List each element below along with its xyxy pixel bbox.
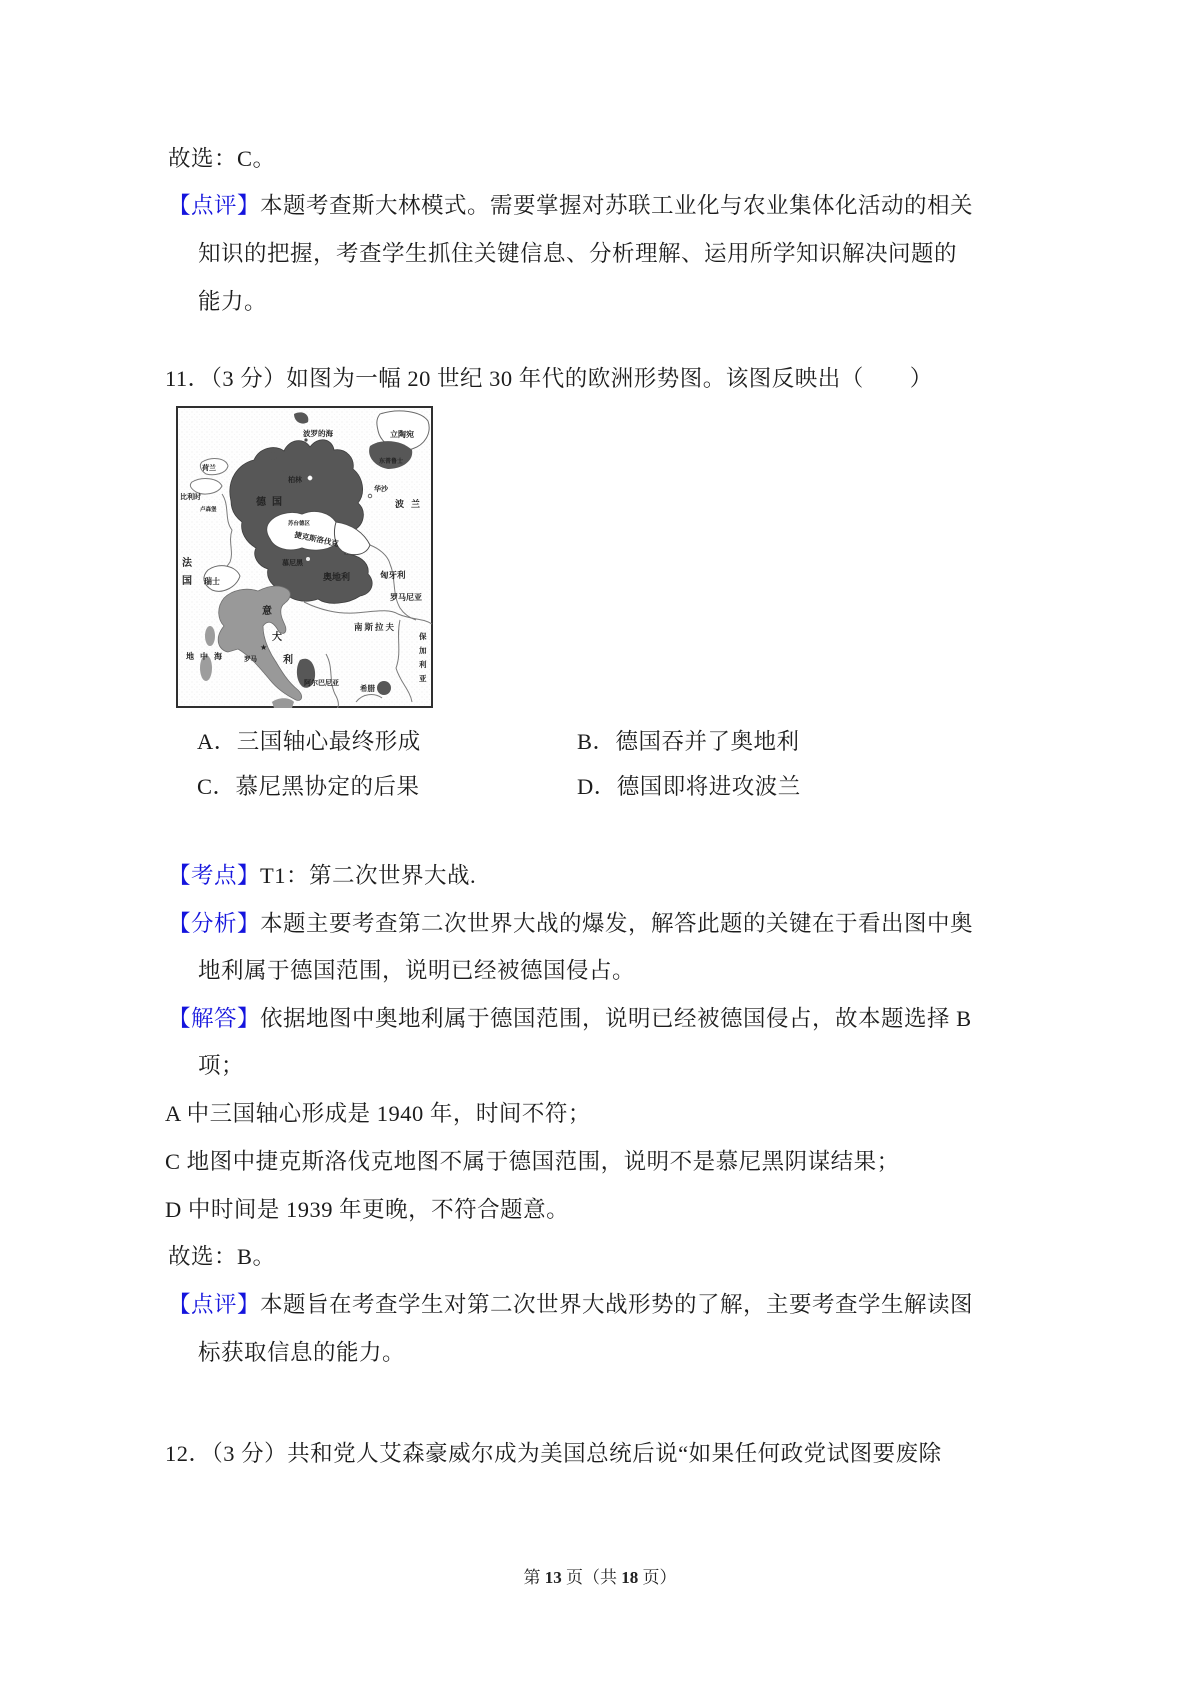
- kaodian-line: 【考点】T1：第二次世界大战.: [168, 863, 477, 888]
- map-label-warsaw: 华沙: [374, 486, 388, 493]
- comment-tag: 【点评】: [168, 193, 261, 218]
- map-label-austria: 奥地利: [323, 572, 351, 582]
- map-label-netherlands: 荷兰: [202, 465, 216, 472]
- prev-answer-line: 故选：C。: [168, 146, 276, 171]
- jieda-tag: 【解答】: [168, 1006, 261, 1031]
- map-label-greece: 希腊: [360, 684, 375, 693]
- map-label-luxembourg: 卢森堡: [200, 507, 217, 513]
- europe-1930s-map: [176, 406, 433, 708]
- map-label-italy-char3: 利: [283, 655, 293, 666]
- map-label-bulgaria-char2: 加: [419, 646, 427, 655]
- answer-line: 故选：B。: [168, 1244, 276, 1269]
- map-label-lithuania: 立陶宛: [390, 430, 414, 439]
- map-berlin-dot: [308, 476, 312, 480]
- dianping-line-1: 【点评】本题旨在考查学生对第二次世界大战形势的了解，主要考查学生解读图: [168, 1292, 974, 1317]
- map-label-berlin: 柏林: [288, 477, 302, 484]
- analysis-line-d: D 中时间是 1939 年更晚，不符合题意。: [165, 1197, 570, 1222]
- map-label-switzerland: 瑞士: [204, 577, 220, 586]
- map-label-italy-char2: 大: [272, 632, 282, 643]
- map-region-corsica: [205, 626, 215, 646]
- question-12-heading: 12．（3 分）共和党人艾森豪威尔成为美国总统后说“如果任何政党试图要废除: [165, 1441, 942, 1466]
- map-label-france-char2: 国: [182, 576, 192, 587]
- map-region-greece-blob: [377, 681, 391, 695]
- fenxi-line-1: 【分析】本题主要考查第二次世界大战的爆发，解答此题的关键在于看出图中奥: [168, 911, 974, 936]
- map-label-rome: 罗马: [244, 656, 257, 663]
- analysis-line-c: C 地图中捷克斯洛伐克地图不属于德国范围，说明不是慕尼黑阴谋结果；: [165, 1149, 900, 1174]
- fenxi-line-2: 地利属于德国范围，说明已经被德国侵占。: [198, 958, 636, 983]
- map-label-sudetenland: 苏台德区: [288, 521, 311, 527]
- jieda-line-1: 【解答】依据地图中奥地利属于德国范围，说明已经被德国侵占，故本题选择 B: [168, 1006, 972, 1031]
- map-label-albania: 阿尔巴尼亚: [304, 680, 339, 687]
- kaodian-tag: 【考点】: [168, 863, 261, 888]
- map-label-poland: 波兰: [395, 499, 428, 509]
- map-label-mediterranean: 地中海: [186, 652, 228, 661]
- map-warsaw-dot: [368, 494, 372, 498]
- map-island-2: [282, 466, 288, 472]
- prev-comment-line-2: 知识的把握，考查学生抓住关键信息、分析理解、运用所学知识解决问题的: [198, 241, 958, 266]
- footer-page-number: 13: [544, 1568, 562, 1587]
- jieda-line-2: 项；: [198, 1053, 245, 1078]
- prev-comment-line-3: 能力。: [198, 289, 268, 314]
- map-label-italy-char1: 意: [262, 606, 272, 617]
- option-b: B．德国吞并了奥地利: [577, 729, 800, 754]
- map-label-hungary: 匈牙利: [380, 570, 406, 580]
- map-label-czechoslovakia: 捷克斯洛伐克: [293, 530, 340, 549]
- map-label-east-prussia: 东普鲁士: [379, 459, 404, 465]
- map-label-germany: 德国: [256, 497, 288, 508]
- map-baltic-dot: [304, 438, 307, 441]
- dianping-tag: 【点评】: [168, 1292, 261, 1317]
- map-label-munich: 慕尼黑: [282, 560, 303, 567]
- map-label-france-char1: 法: [182, 558, 192, 569]
- question-11-heading: 11．（3 分）如图为一幅 20 世纪 30 年代的欧洲形势图。该图反映出（ ）: [165, 366, 933, 391]
- map-label-bulgaria-char4: 亚: [419, 674, 427, 683]
- fenxi-tag: 【分析】: [168, 911, 261, 936]
- map-rome-star-icon: ★: [260, 643, 268, 652]
- footer-total-pages: 18: [621, 1568, 639, 1587]
- map-island-1: [269, 452, 277, 460]
- page-footer: 第 13 页（共 18 页）: [523, 1568, 677, 1587]
- prev-comment-line-1: 【点评】本题考查斯大林模式。需要掌握对苏联工业化与农业集体化活动的相关: [168, 193, 974, 218]
- option-c: C．慕尼黑协定的后果: [197, 774, 420, 799]
- option-a: A．三国轴心最终形成: [197, 729, 421, 754]
- map-label-bulgaria-char1: 保: [419, 632, 427, 641]
- map-label-belgium: 比利时: [180, 494, 201, 501]
- option-d: D．德国即将进攻波兰: [577, 774, 801, 799]
- map-label-yugoslavia: 南斯拉夫: [354, 622, 397, 632]
- analysis-line-a: A 中三国轴心形成是 1940 年，时间不符；: [165, 1101, 591, 1126]
- map-label-bulgaria-char3: 利: [419, 660, 427, 669]
- map-munich-dot: [306, 557, 310, 561]
- map-label-baltic-sea: 波罗的海: [303, 429, 333, 438]
- map-label-romania: 罗马尼亚: [390, 593, 422, 602]
- dianping-line-2: 标获取信息的能力。: [198, 1340, 406, 1365]
